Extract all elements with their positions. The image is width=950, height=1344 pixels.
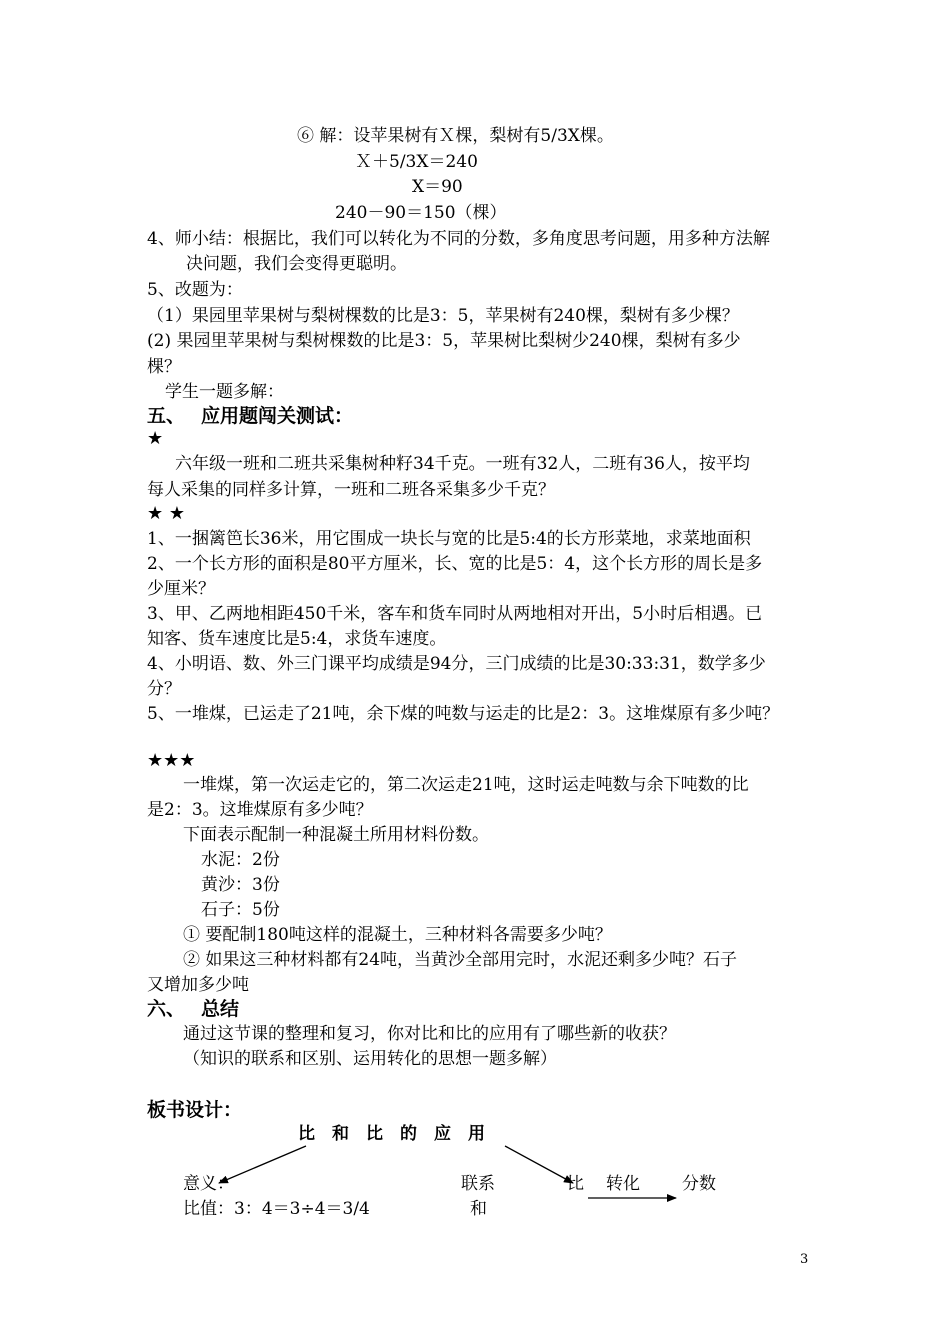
- board-design-heading: 板书设计：: [147, 1099, 243, 1121]
- solution-line-3: X＝90: [412, 177, 463, 197]
- level-2-stars: ★ ★: [147, 503, 185, 524]
- material-cement: 水泥：2份: [201, 850, 280, 870]
- solution-line-4: 240－90＝150（棵）: [335, 203, 507, 223]
- conclusion-note: （知识的联系和区别、运用转化的思想一题多解）: [183, 1049, 557, 1069]
- level-1-problem-line-1: 六年级一班和二班共采集树种籽34千克。一班有32人，二班有36人，按平均: [175, 454, 750, 474]
- section-5-number: 五、: [147, 405, 186, 427]
- level-3-stars: ★★★: [147, 750, 196, 771]
- conclusion-question: 通过这节课的整理和复习，你对比和比的应用有了哪些新的收获？: [183, 1024, 676, 1044]
- level-2-problem-5: 5、一堆煤，已运走了21吨，余下煤的吨数与运走的比是2：3。这堆煤原有多少吨？: [147, 704, 780, 724]
- rewrite-question-2-line-1: (2) 果园里苹果树与梨树棵数的比是3：5，苹果树比梨树少240棵，梨树有多少: [147, 331, 741, 351]
- board-convert-label: 转化: [606, 1174, 640, 1194]
- board-link-label: 联系: [461, 1174, 495, 1194]
- concrete-question-1: ① 要配制180吨这样的混凝土，三种材料各需要多少吨？: [183, 925, 612, 945]
- board-and-label: 和: [470, 1199, 487, 1219]
- board-ratio-value: 比值：3：4＝3÷4＝3/4: [183, 1199, 370, 1219]
- level-3-problem-line-1: 一堆煤，第一次运走它的，第二次运走21吨，这时运走吨数与余下吨数的比: [183, 775, 749, 795]
- material-sand: 黄沙：3份: [201, 875, 280, 895]
- page-number: 3: [800, 1252, 809, 1267]
- level-2-problem-3-line-2: 知客、货车速度比是5:4，求货车速度。: [147, 629, 447, 649]
- arrow-to-meaning: [219, 1146, 306, 1183]
- section-5-title: 应用题闯关测试：: [201, 405, 354, 427]
- concrete-intro: 下面表示配制一种混凝土所用材料份数。: [183, 825, 489, 845]
- level-2-problem-1: 1、一捆篱笆长36米，用它围成一块长与宽的比是5:4的长方形菜地，求菜地面积: [147, 529, 751, 549]
- level-2-problem-4-line-1: 4、小明语、数、外三门课平均成绩是94分，三门成绩的比是30:33:31，数学多少: [147, 654, 766, 674]
- level-2-problem-4-line-2: 分？: [147, 679, 181, 699]
- level-2-problem-2-line-1: 2、一个长方形的面积是80平方厘米，长、宽的比是5：4，这个长方形的周长是多: [147, 554, 763, 574]
- level-2-problem-2-line-2: 少厘米？: [147, 579, 215, 599]
- concrete-question-2-line-2: 又增加多少吨: [147, 975, 249, 995]
- level-2-problem-3-line-1: 3、甲、乙两地相距450千米，客车和货车同时从两地相对开出，5小时后相遇。已: [147, 604, 763, 624]
- teacher-summary-line-2: 决问题，我们会变得更聪明。: [186, 254, 407, 274]
- material-stone: 石子：5份: [201, 900, 280, 920]
- section-6-title: 总结: [201, 998, 240, 1020]
- rewrite-question-2-line-2: 棵？: [147, 357, 181, 377]
- board-title: 比 和 比 的 应 用: [298, 1124, 485, 1144]
- level-1-problem-line-2: 每人采集的同样多计算，一班和二班各采集多少千克？: [147, 480, 555, 500]
- solution-line-2: Ｘ＋5/3X＝240: [355, 152, 478, 172]
- board-meaning-label: 意义：: [183, 1174, 234, 1194]
- multi-solution-note: 学生一题多解：: [165, 382, 284, 402]
- board-fraction-label: 分数: [682, 1174, 716, 1194]
- rewrite-title: 5、改题为：: [147, 280, 243, 300]
- level-1-stars: ★: [147, 428, 164, 449]
- section-6-number: 六、: [147, 998, 186, 1020]
- level-3-problem-line-2: 是2：3。这堆煤原有多少吨？: [147, 800, 373, 820]
- arrow-to-ratio: [505, 1146, 573, 1183]
- concrete-question-2-line-1: ② 如果这三种材料都有24吨，当黄沙全部用完时，水泥还剩多少吨？石子: [183, 950, 738, 970]
- solution-line-1: ⑥ 解：设苹果树有Ｘ棵，梨树有5/3X棵。: [297, 126, 614, 146]
- rewrite-question-1: （1）果园里苹果树与梨树棵数的比是3：5，苹果树有240棵，梨树有多少棵？: [147, 306, 739, 326]
- board-ratio-label: 比: [567, 1174, 584, 1194]
- teacher-summary-line-1: 4、师小结：根据比，我们可以转化为不同的分数，多角度思考问题，用多种方法解: [147, 229, 770, 249]
